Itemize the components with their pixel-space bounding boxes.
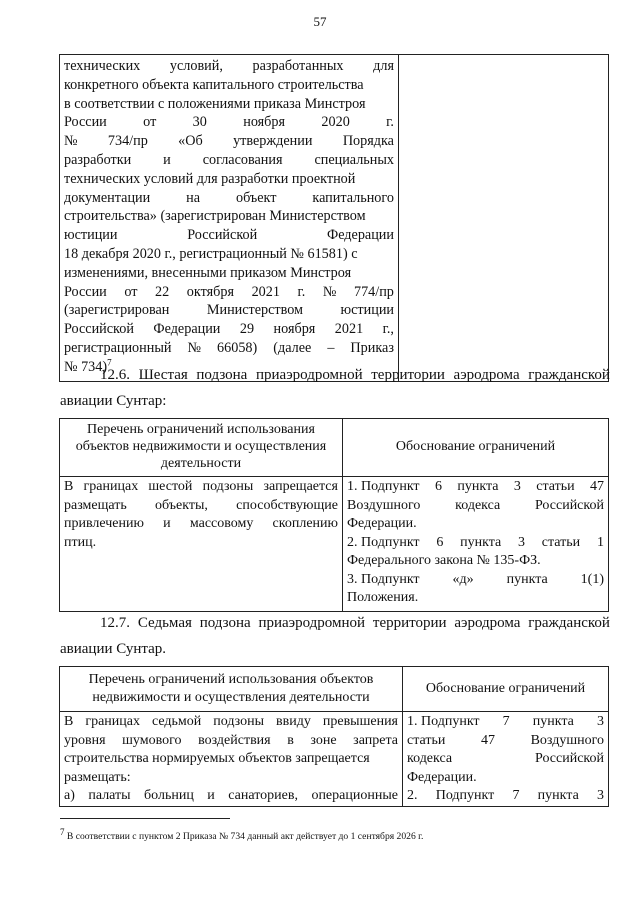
table-line: Российской Федерации 29 ноября 2021 г., [64,321,394,338]
table-line: кодекса Российской [407,751,604,766]
footnote [60,826,424,842]
table-line: 3. Подпункт «д» пункта 1(1) [347,571,604,587]
table-line: Воздушного кодекса Российской [347,497,604,513]
table-line: а) палаты больниц и санаториев, операционные [64,788,398,803]
justification-cell [403,712,609,807]
table-line: строительства нормируемых объектов запрещается [64,751,370,766]
table-line: размещать: [64,769,131,785]
table-line: уровня шумового воздействия в зоне запрета [64,732,398,748]
table-line: конкретного объекта капитального строительства [64,76,364,93]
table-line: 2. Подпункт 7 пункта 3 [407,788,604,803]
section-12-7-line2: авиации Сунтар. [60,641,167,657]
table-line: размещать объекты, способствующие [64,497,338,513]
continuation-table [59,54,609,382]
table-line: технических условий для разработки проектной [64,170,356,187]
continuation-left-cell [60,55,399,382]
section-12-7-heading: 12.7. Седьмая подзона приаэродромной территории аэродрома гражданской авиации Сунтар. [60,610,610,662]
table-line: России от 30 ноября 2020 г. [64,114,394,131]
footnote-mark: 7 [107,357,112,368]
table-line: привлечению и массовому скоплению [64,516,338,531]
table-line: изменениями, внесенными приказом Минстроя [64,264,352,281]
footnote-number: 7 [60,826,65,837]
section-12-6-heading: 12.6. Шестая подзона приаэродромной территории аэродрома гражданской авиации Сунтар: [60,362,610,414]
restriction-cell [60,712,403,807]
table-line: документации на объект капитального [64,189,394,206]
restrictions-table-7 [59,666,609,807]
page-number: 57 [313,14,327,29]
justification-cell [343,477,609,612]
table-line: строительства» (зарегистрирован Министерством [64,208,366,225]
restrictions-table-6 [59,418,609,612]
table-line: № 734)$^7$ [64,357,112,375]
table-header-justification: Обоснование ограничений [403,667,609,712]
table-line: 1. Подпункт 6 пункта 3 статьи 47 [347,479,604,494]
table-line: В границах седьмой подзоны ввиду превышения [64,714,398,729]
table-line: (зарегистрирован Министерством юстиции [64,302,394,319]
continuation-right-cell [399,55,609,382]
table-header-restrictions: Перечень ограничений использования объектов недвижимости и осуществления деятельности [60,667,403,712]
table-line: Положения. [347,590,419,605]
table-line: 1. Подпункт 7 пункта 3 [407,714,604,729]
table-line: птиц. [64,534,97,550]
table-line: статьи 47 Воздушного [407,732,604,748]
restriction-cell [60,477,343,612]
table-line: Федерации. [407,769,477,785]
table-line: Федерации. [347,516,417,531]
footnote-rule [60,818,230,819]
table-line: 18 декабря 2020 г., регистрационный № 61581) с [64,245,358,262]
table-line: технических условий, разработанных для [64,58,394,74]
table-line: в соответствии с положениями приказа Минстроя [64,95,366,112]
table-line: В границах шестой подзоны запрещается [64,479,338,494]
table-line: Федерального закона № 135-ФЗ. [347,553,541,568]
table-header-restrictions: Перечень ограничений использования объектов недвижимости и осуществления деятельности [60,419,343,477]
table-line: № 734/пр «Об утверждении Порядка [64,133,394,150]
table-line: разработки и согласования специальных [64,151,394,168]
table-line: России от 22 октября 2021 г. № 774/пр [64,283,394,300]
table-line: юстиции Российской Федерации [64,227,394,244]
table-header-justification: Обоснование ограничений [343,419,609,477]
table-line: регистрационный № 66058) (далее – Приказ [64,339,394,356]
footnote-text: В соответствии с пунктом 2 Приказа № 734 данный акт действует до 1 сентября 2026 г. [64,831,424,842]
section-12-6-line2: авиации Сунтар: [60,393,167,409]
table-line: 2. Подпункт 6 пункта 3 статьи 1 [347,534,604,550]
